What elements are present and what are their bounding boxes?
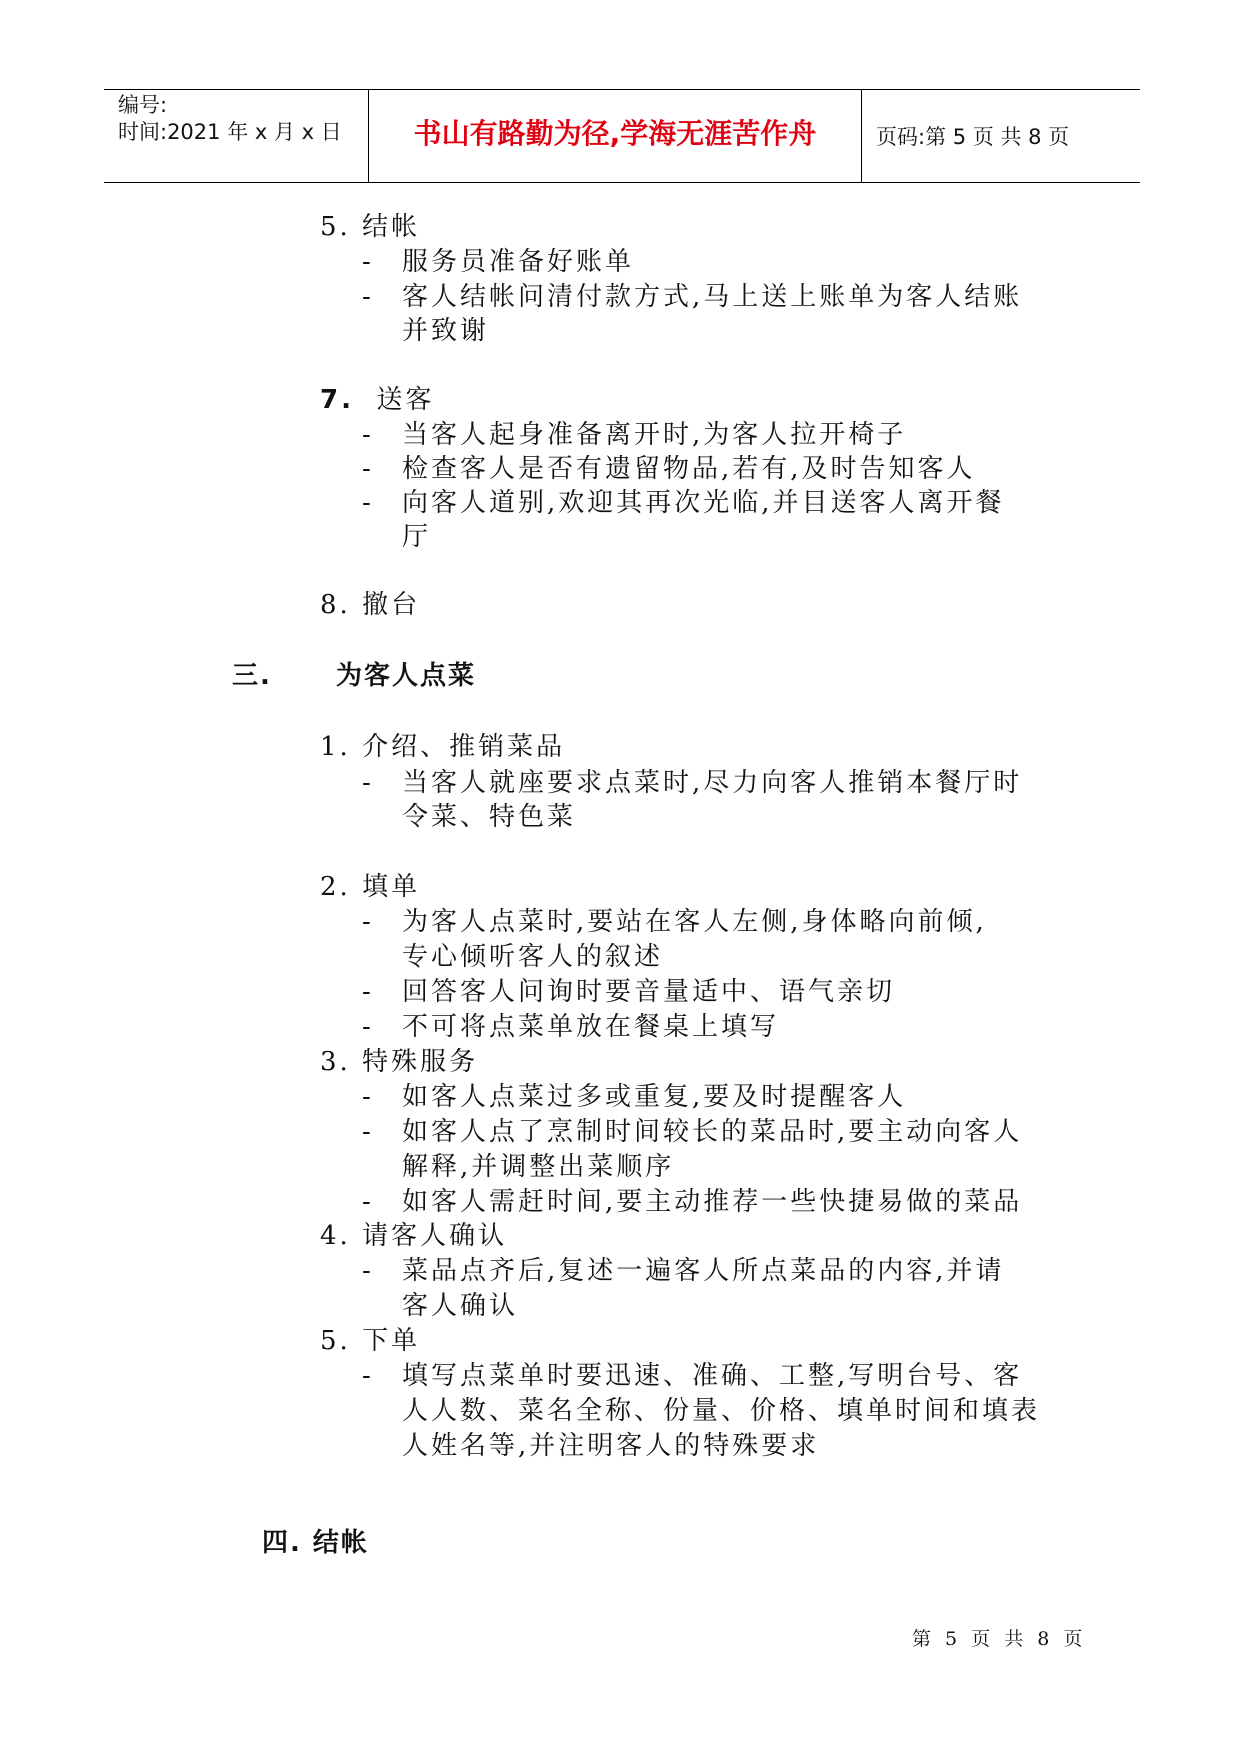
list-item: 如客人需赶时间,要主动推荐一些快捷易做的菜品 bbox=[402, 1187, 1023, 1217]
step-title: 5. 下单 bbox=[320, 1326, 421, 1356]
list-bullet: - bbox=[362, 420, 371, 450]
list-item: 当客人起身准备离开时,为客人拉开椅子 bbox=[402, 420, 907, 450]
list-bullet: - bbox=[362, 454, 371, 484]
list-item-continuation: 人人数、菜名全称、份量、价格、填单时间和填表 bbox=[402, 1396, 1041, 1426]
list-bullet: - bbox=[362, 1256, 371, 1286]
list-item: 填写点菜单时要迅速、准确、工整,写明台号、客 bbox=[402, 1361, 1023, 1391]
list-bullet: - bbox=[362, 768, 371, 798]
list-item-continuation: 人姓名等,并注明客人的特殊要求 bbox=[402, 1431, 820, 1461]
list-bullet: - bbox=[362, 907, 371, 937]
list-bullet: - bbox=[362, 1187, 371, 1217]
document-time-label: 时间:2021 年 x 月 x 日 bbox=[118, 120, 342, 144]
footer-page-number: 第 5 页 共 8 页 bbox=[912, 1628, 1087, 1650]
header-page-number: 页码:第 5 页 共 8 页 bbox=[876, 125, 1070, 149]
list-bullet: - bbox=[362, 282, 371, 312]
list-item: 如客人点了烹制时间较长的菜品时,要主动向客人 bbox=[402, 1117, 1023, 1147]
header-motto-cell bbox=[368, 90, 862, 182]
list-bullet: - bbox=[362, 247, 371, 277]
list-item: 检查客人是否有遗留物品,若有,及时告知客人 bbox=[402, 454, 976, 484]
step-number: 7. bbox=[320, 385, 354, 415]
section-number: 三. bbox=[232, 661, 272, 691]
list-item-continuation: 解释,并调整出菜顺序 bbox=[402, 1152, 675, 1182]
document-code-label: 编号: bbox=[118, 93, 168, 117]
list-item: 向客人道别,欢迎其再次光临,并目送客人离开餐 bbox=[402, 488, 1005, 518]
list-item: 如客人点菜过多或重复,要及时提醒客人 bbox=[402, 1082, 907, 1112]
step-title: 2. 填单 bbox=[320, 872, 421, 902]
list-bullet: - bbox=[362, 1117, 371, 1147]
step-title-text: 送客 bbox=[376, 385, 435, 415]
list-item-continuation: 厅 bbox=[402, 522, 432, 552]
header-page-cell bbox=[862, 90, 1140, 182]
step-title: 5. 结帐 bbox=[320, 212, 421, 242]
step-title: 4. 请客人确认 bbox=[320, 1221, 508, 1251]
step-title: 1. 介绍、推销菜品 bbox=[320, 732, 566, 762]
list-item: 服务员准备好账单 bbox=[402, 247, 635, 277]
step-title: 8. 撤台 bbox=[320, 590, 421, 620]
list-item-continuation: 专心倾听客人的叙述 bbox=[402, 942, 664, 972]
list-item-continuation: 并致谢 bbox=[402, 316, 490, 346]
list-item: 当客人就座要求点菜时,尽力向客人推销本餐厅时 bbox=[402, 768, 1023, 798]
list-item: 回答客人问询时要音量适中、语气亲切 bbox=[402, 977, 896, 1007]
section-title: 为客人点菜 bbox=[336, 661, 477, 691]
list-bullet: - bbox=[362, 1082, 371, 1112]
list-item-continuation: 客人确认 bbox=[402, 1291, 519, 1321]
section-title: 四. 结帐 bbox=[262, 1528, 369, 1558]
list-bullet: - bbox=[362, 488, 371, 518]
header-motto: 书山有路勤为径,学海无涯苦作舟 bbox=[413, 117, 817, 150]
list-item-continuation: 令菜、特色菜 bbox=[402, 802, 577, 832]
list-bullet: - bbox=[362, 1012, 371, 1042]
list-item: 客人结帐问清付款方式,马上送上账单为客人结账 bbox=[402, 282, 1023, 312]
page-header bbox=[104, 89, 1140, 183]
list-item: 菜品点齐后,复述一遍客人所点菜品的内容,并请 bbox=[402, 1256, 1005, 1286]
step-title bbox=[320, 383, 435, 417]
header-info-cell bbox=[104, 90, 368, 182]
list-item: 不可将点菜单放在餐桌上填写 bbox=[402, 1012, 780, 1042]
list-item: 为客人点菜时,要站在客人左侧,身体略向前倾, bbox=[402, 907, 987, 937]
list-bullet: - bbox=[362, 977, 371, 1007]
step-title: 3. 特殊服务 bbox=[320, 1047, 479, 1077]
list-bullet: - bbox=[362, 1361, 371, 1391]
